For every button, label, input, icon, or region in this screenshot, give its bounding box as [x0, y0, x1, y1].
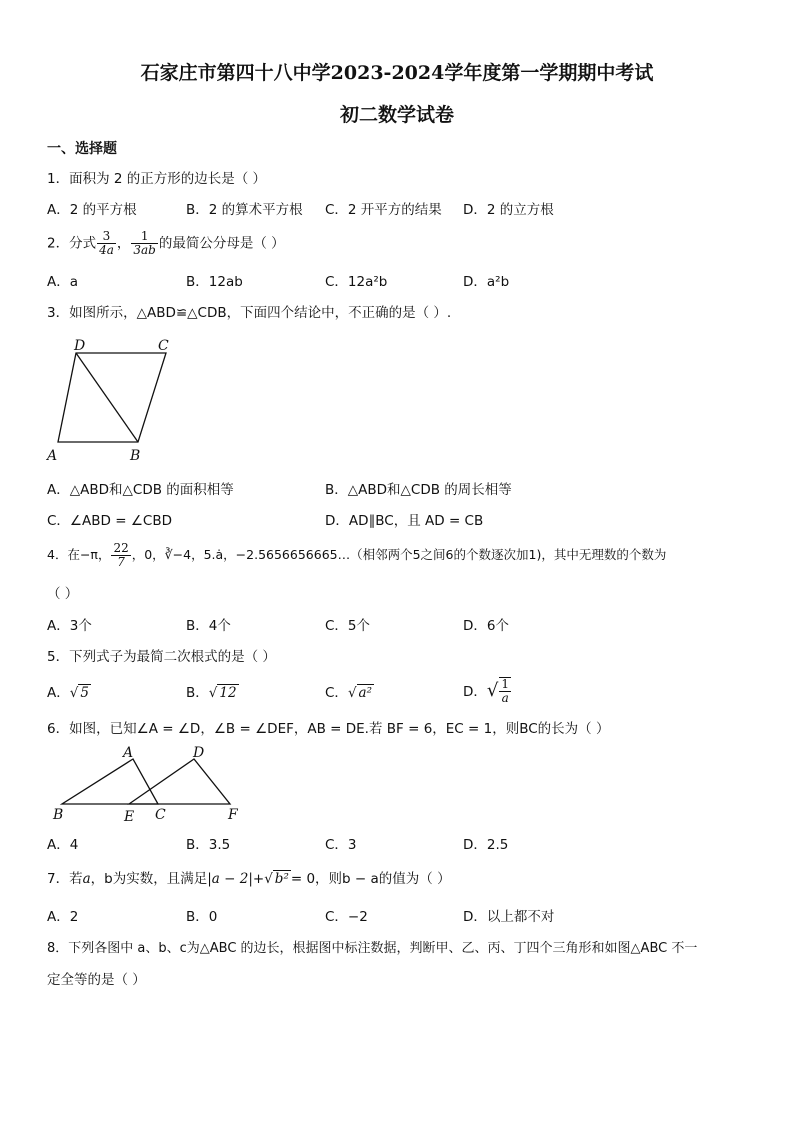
q2-f1-denominator: 4a [99, 243, 114, 257]
q1-option-a: A．2 的平方根 [47, 202, 137, 218]
q1-option-c: C．2 开平方的结果 [325, 202, 442, 218]
q2-option-a: A．a [47, 274, 79, 290]
exam-subtitle: 初二数学试卷 [339, 104, 454, 126]
q3-label-d: D [74, 338, 86, 354]
q3-label-b: B [130, 448, 141, 464]
q6-option-b: B．3.5 [186, 837, 231, 853]
q2-fraction-1 [97, 230, 116, 257]
q5-option-d [463, 677, 512, 705]
q7-sqrt: √ b² [264, 871, 289, 887]
q5-d-denominator: a [501, 691, 509, 705]
q2-prefix: 2．分式 [47, 235, 97, 252]
exam-title: 石家庄市第四十八中学2023-2024学年度第一学期期中考试 [140, 62, 654, 84]
q7-prefix: 7．若 [47, 871, 83, 887]
q6-label-f: F [228, 807, 238, 823]
q4-denominator: 7 [117, 555, 125, 569]
q7-option-a: A．2 [47, 909, 79, 925]
q3-option-d: D．AD∥BC，且 AD = CB [325, 513, 484, 529]
q4-option-b: B．4个 [186, 618, 231, 634]
q4-option-c: C．5个 [325, 618, 371, 634]
q6-triangle-def [129, 759, 230, 804]
q7-plus: + [252, 871, 265, 887]
q4-line-2: （ ） [47, 586, 79, 602]
q7-option-d: D．以上都不对 [463, 909, 555, 925]
q2-f2-numerator: 1 [131, 230, 157, 244]
q5-option-a-label: A． [47, 685, 70, 701]
q3-diagonal-db [76, 353, 138, 442]
q4-option-a: A．3个 [47, 618, 92, 634]
q6-option-d: D．2.5 [463, 837, 509, 853]
q6-label-d: D [193, 745, 205, 761]
q5-option-d-label: D． [463, 684, 487, 700]
q2-option-b: B．12ab [186, 274, 243, 290]
q4-rest: ，0，∛−4，5.ȧ，−2.5656656665…（相邻两个5之间6的个数逐次加1)，其中无理数的个数为 [131, 547, 667, 562]
q3-label-c: C [158, 338, 169, 354]
question-3-stem: 3．如图所示，△ABD≌△CDB，下面四个结论中，不正确的是（ ）. [47, 305, 452, 321]
q5-option-c-label: C． [325, 685, 348, 701]
question-1-stem: 1．面积为 2 的正方形的边长是（ ） [47, 171, 267, 187]
q1-option-b: B．2 的算术平方根 [186, 202, 303, 218]
q2-suffix: 的最简公分母是（ ） [158, 235, 285, 252]
q2-separator: ， [116, 235, 131, 252]
q7-mid: ，b为实数，且满足 [90, 871, 208, 887]
q5-d-numerator: 1 [501, 677, 510, 691]
question-5-stem: 5．下列式子为最简二次根式的是（ ） [47, 649, 276, 665]
q3-parallelogram [58, 353, 166, 442]
q5-option-b-label: B． [186, 685, 209, 701]
q5-radicand-c: a² [358, 685, 373, 701]
q5-radicand-b: 12 [219, 685, 237, 701]
question-4-stem [47, 542, 666, 569]
q4-option-d: D．6个 [463, 618, 509, 634]
q5-sqrt-a: √ 5 [69, 685, 89, 701]
q5-fraction-d [499, 677, 511, 705]
q6-label-e: E [124, 809, 135, 825]
q7-var-a: a [82, 871, 91, 887]
q6-label-c: C [155, 807, 166, 823]
q5-radicand-a: 5 [80, 685, 89, 701]
q2-f1-numerator: 3 [97, 230, 116, 244]
q2-option-c: C．12a²b [325, 274, 388, 290]
q4-numerator: 22 [113, 541, 129, 555]
q6-label-a: A [123, 745, 134, 761]
q4-prefix: 4．在−π， [47, 547, 111, 562]
q7-option-b: B．0 [186, 909, 218, 925]
q7-eq: = 0，则b − a的值为（ ） [290, 871, 451, 887]
q6-triangles-figure [44, 744, 254, 826]
question-8-line-1: 8．下列各图中 a、b、c为△ABC 的边长，根据图中标注数据，判断甲、乙、丙、丁四个三角形和如图△ABC 不一 [47, 941, 698, 956]
q5-sqrt-d: √ $\frac{1}{a}$ [486, 677, 510, 705]
q3-label-a: A [47, 448, 58, 464]
q5-sqrt-c: √ a² [347, 685, 373, 701]
q5-option-a [47, 684, 91, 702]
question-2-stem [47, 230, 285, 257]
q5-option-c [325, 684, 374, 702]
q6-label-b: B [53, 807, 64, 823]
q2-option-d: D．a²b [463, 274, 510, 290]
q6-triangle-abc [62, 759, 158, 804]
q3-option-c: C．∠ABD = ∠CBD [47, 513, 173, 529]
q1-option-d: D．2 的立方根 [463, 202, 554, 218]
q7-option-c: C．−2 [325, 909, 368, 925]
question-6-stem: 6．如图，已知∠A = ∠D，∠B = ∠DEF，AB = DE.若 BF = 6，EC = 1，则BC的长为（ ） [47, 721, 610, 737]
q3-parallelogram-figure [44, 336, 184, 466]
q3-option-b: B．△ABD和△CDB 的周长相等 [325, 482, 512, 498]
q2-fraction-2 [131, 230, 157, 257]
q5-option-b [186, 684, 239, 702]
q2-f2-denominator: 3ab [133, 243, 156, 257]
q4-fraction [111, 542, 130, 569]
q5-sqrt-b: √ 12 [208, 685, 237, 701]
q7-abs-expr: |a − 2| [207, 871, 253, 887]
question-7-stem [47, 870, 451, 888]
question-8-line-2: 定全等的是（ ） [47, 972, 146, 988]
q3-option-a: A．△ABD和△CDB 的面积相等 [47, 482, 234, 498]
q7-radicand: b² [274, 871, 289, 887]
section-heading: 一、选择题 [47, 141, 117, 157]
q6-option-a: A．4 [47, 837, 79, 853]
q6-option-c: C．3 [325, 837, 357, 853]
